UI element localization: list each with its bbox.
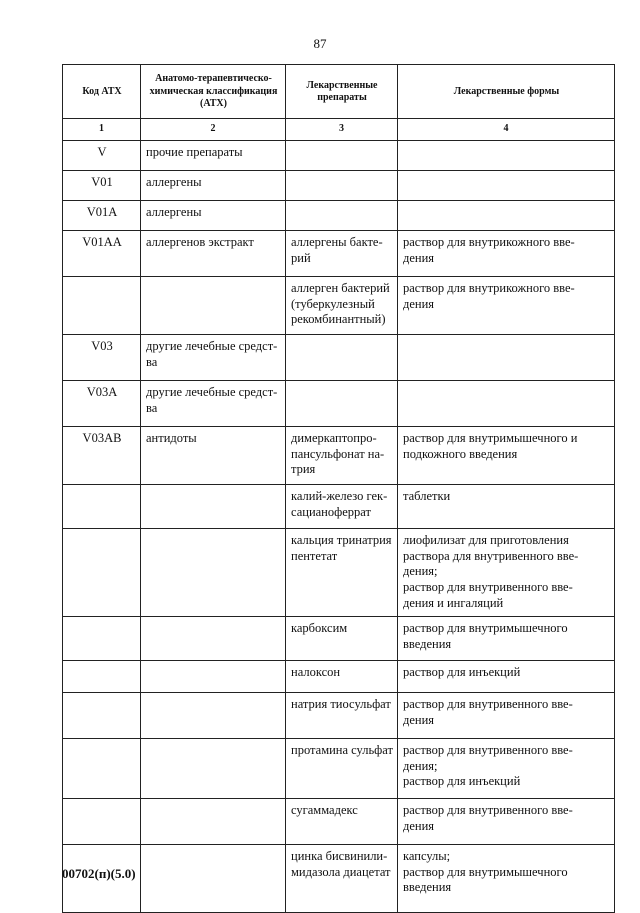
cell-drug [286, 381, 398, 427]
column-number: 1 [63, 119, 141, 141]
header-forms: Лекарственные формы [398, 65, 615, 119]
column-number: 4 [398, 119, 615, 141]
cell-atx [141, 845, 286, 913]
cell-drug: карбоксим [286, 617, 398, 661]
table-row [63, 739, 615, 799]
cell-form [398, 201, 615, 231]
cell-atx: аллергены [141, 201, 286, 231]
cell-atx [141, 693, 286, 739]
cell-form: раствор для внутривенного вве- дения [398, 799, 615, 845]
cell-code: V01AA [63, 231, 141, 277]
cell-atx [141, 485, 286, 529]
cell-code [63, 739, 141, 799]
cell-form [398, 381, 615, 427]
cell-atx: другие лечебные средст- ва [141, 381, 286, 427]
cell-drug [286, 335, 398, 381]
cell-drug: протамина сульфат [286, 739, 398, 799]
cell-atx [141, 661, 286, 693]
cell-form [398, 141, 615, 171]
cell-drug: калий-железо гек- сацианоферрат [286, 485, 398, 529]
header-row [63, 65, 615, 119]
cell-drug: аллергены бакте- рий [286, 231, 398, 277]
column-number: 3 [286, 119, 398, 141]
header-drugs: Лекарственные препараты [286, 65, 398, 119]
cell-drug [286, 171, 398, 201]
cell-code: V01 [63, 171, 141, 201]
cell-code: V [63, 141, 141, 171]
cell-drug [286, 141, 398, 171]
cell-atx: антидоты [141, 427, 286, 485]
cell-drug [286, 201, 398, 231]
cell-drug: налоксон [286, 661, 398, 693]
table-row [63, 485, 615, 529]
document-code: 00702(п)(5.0) [62, 866, 136, 881]
cell-form [398, 335, 615, 381]
cell-drug: кальция тринатрия пентетат [286, 529, 398, 617]
cell-form: раствор для внутрикожного вве- дения [398, 277, 615, 335]
cell-form: раствор для внутрикожного вве- дения [398, 231, 615, 277]
cell-atx: другие лечебные средст- ва [141, 335, 286, 381]
cell-drug: сугаммадекс [286, 799, 398, 845]
cell-form: раствор для внутримышечного введения [398, 617, 615, 661]
cell-atx: прочие препараты [141, 141, 286, 171]
cell-form: раствор для внутримышечного и подкожного введения [398, 427, 615, 485]
atx-table [62, 64, 615, 913]
table-row [63, 529, 615, 617]
cell-form: раствор для внутривенного вве- дения [398, 693, 615, 739]
cell-atx [141, 529, 286, 617]
header-atx: Анатомо-терапевтическо-химическая классификация (АТХ) [141, 65, 286, 119]
cell-atx [141, 799, 286, 845]
table-row [63, 661, 615, 693]
table-row [63, 693, 615, 739]
cell-code: V03AB [63, 427, 141, 485]
table-row [63, 381, 615, 427]
cell-drug: димеркаптопро- пансульфонат на- трия [286, 427, 398, 485]
cell-form: таблетки [398, 485, 615, 529]
table-row [63, 201, 615, 231]
table-row [63, 335, 615, 381]
cell-form: капсулы; раствор для внутримышечного введения [398, 845, 615, 913]
cell-code [63, 661, 141, 693]
page-number: 87 [313, 36, 327, 51]
table-row [63, 845, 615, 913]
table-row [63, 427, 615, 485]
cell-code [63, 485, 141, 529]
table-row [63, 171, 615, 201]
cell-code [63, 617, 141, 661]
cell-atx: аллергены [141, 171, 286, 201]
cell-drug: аллерген бактерий (туберкулезный рекомбинантный) [286, 277, 398, 335]
cell-drug: цинка бисвинили- мидазола диацетат [286, 845, 398, 913]
cell-atx: аллергенов экстракт [141, 231, 286, 277]
cell-atx [141, 277, 286, 335]
cell-code [63, 277, 141, 335]
table-row [63, 277, 615, 335]
table-row [63, 231, 615, 277]
cell-atx [141, 617, 286, 661]
column-number: 2 [141, 119, 286, 141]
table-row [63, 799, 615, 845]
cell-code: V01A [63, 201, 141, 231]
cell-code [63, 529, 141, 617]
cell-code [63, 693, 141, 739]
table-row [63, 617, 615, 661]
cell-atx [141, 739, 286, 799]
cell-code: V03 [63, 335, 141, 381]
cell-code [63, 799, 141, 845]
table-row [63, 141, 615, 171]
cell-drug: натрия тиосульфат [286, 693, 398, 739]
cell-form: раствор для внутривенного вве- дения; раствор для инъекций [398, 739, 615, 799]
column-number-row [63, 119, 615, 141]
cell-code: V03A [63, 381, 141, 427]
cell-form: раствор для инъекций [398, 661, 615, 693]
cell-form: лиофилизат для приготовления раствора для внутривенного вве- дения; раствор для внутривенного вве- дения и ингаляций [398, 529, 615, 617]
cell-form [398, 171, 615, 201]
header-code: Код АТХ [63, 65, 141, 119]
